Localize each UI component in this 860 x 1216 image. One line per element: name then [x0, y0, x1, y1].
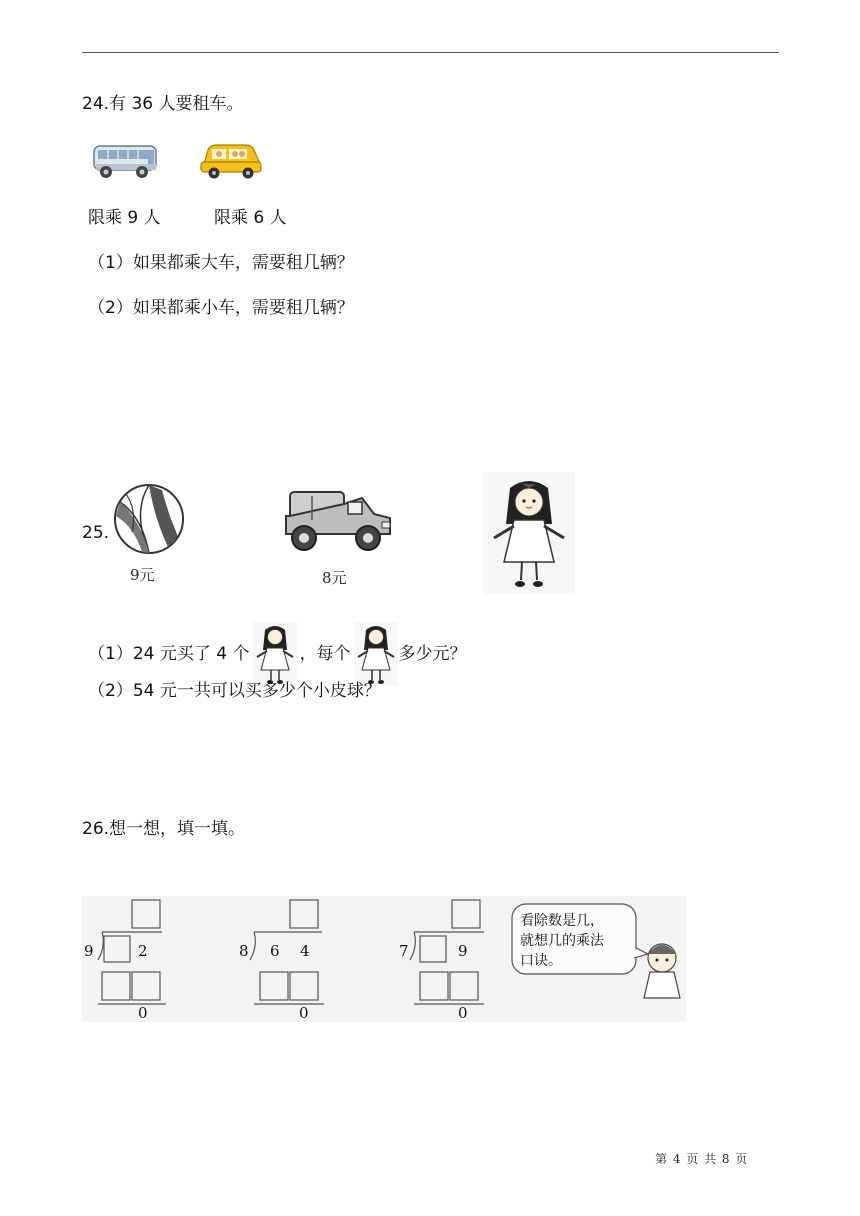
- quotient-box: [290, 900, 318, 928]
- doll-small-icon: [354, 622, 398, 686]
- small-car-icon: [198, 140, 264, 182]
- dividend-box: [104, 936, 130, 962]
- q25-part1-text-c: 多少元？: [398, 644, 467, 664]
- doll-small-icon: [253, 622, 297, 686]
- product-box: [102, 972, 130, 1000]
- bus-icon: [92, 142, 160, 182]
- quotient-box: [132, 900, 160, 928]
- product-box: [420, 972, 448, 1000]
- bus-capacity-label: 限乘 9 人: [88, 208, 161, 228]
- q25-part1: [88, 622, 466, 686]
- boy-character-icon: [644, 944, 680, 998]
- dividend-digit-2a: 6: [270, 942, 280, 960]
- q25-part2: （2）54 元一共可以买多少个小皮球？: [88, 681, 381, 701]
- car-price: 8元: [322, 569, 347, 587]
- remainder-3: 0: [458, 1004, 468, 1022]
- bubble-line-1: 看除数是几，: [520, 913, 604, 929]
- car-capacity-label: 限乘 6 人: [214, 208, 287, 228]
- jeep-car-icon: [282, 486, 396, 558]
- divisor-1: 9: [84, 942, 94, 960]
- q24-part1: （1）如果都乘大车，需要租几辆？: [88, 253, 354, 273]
- beach-ball-icon: [112, 482, 186, 556]
- ball-price: 9元: [130, 566, 155, 584]
- q25-number: 25.: [82, 523, 110, 543]
- remainder-1: 0: [138, 1004, 148, 1022]
- remainder-2: 0: [299, 1004, 309, 1022]
- divisor-2: 8: [239, 942, 249, 960]
- q26-title: 26.想一想，填一填。: [82, 819, 246, 839]
- dividend-box: [420, 936, 446, 962]
- dividend-digit-3: 9: [458, 942, 468, 960]
- long-division-panel: [82, 896, 686, 1022]
- q25-part1-text-a: （1）24 元买了 4 个: [88, 644, 250, 664]
- header-rule: [82, 52, 779, 53]
- q24-title: 24.有 36 人要租车。: [82, 94, 244, 114]
- quotient-box: [452, 900, 480, 928]
- page-footer: 第 4 页 共 8 页: [655, 1152, 749, 1166]
- bubble-line-3: 口诀。: [520, 953, 562, 969]
- product-box: [260, 972, 288, 1000]
- product-box: [132, 972, 160, 1000]
- q24-part2: （2）如果都乘小车，需要租几辆？: [88, 298, 354, 318]
- product-box: [290, 972, 318, 1000]
- dividend-digit-1: 2: [138, 942, 148, 960]
- divisor-3: 7: [399, 942, 409, 960]
- dividend-digit-2b: 4: [300, 942, 310, 960]
- bubble-line-2: 就想几的乘法: [520, 933, 604, 949]
- doll-icon: [488, 476, 570, 592]
- product-box: [450, 972, 478, 1000]
- q25-part1-text-b: ，每个: [299, 644, 351, 664]
